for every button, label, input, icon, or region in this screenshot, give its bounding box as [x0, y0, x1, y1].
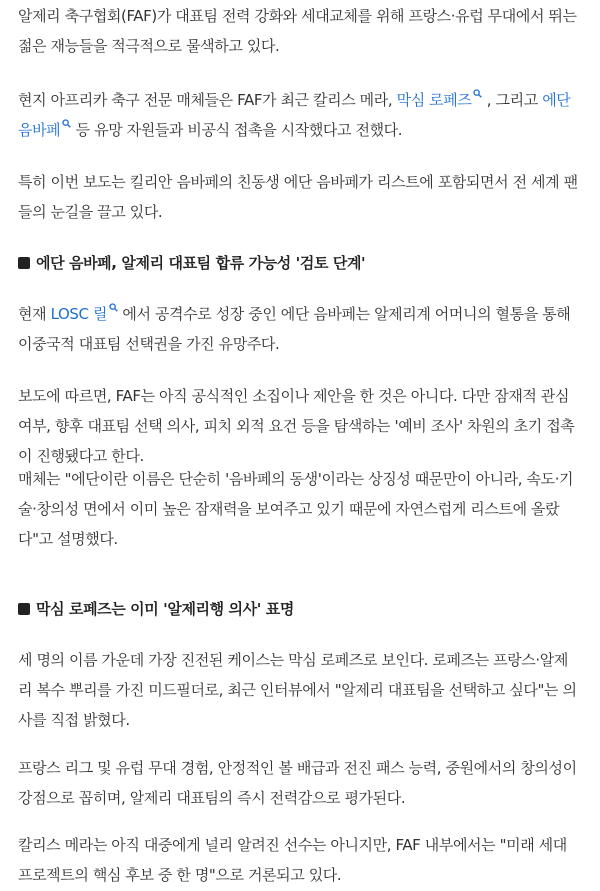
paragraph-7 [18, 645, 577, 735]
section-heading [18, 594, 294, 624]
paragraph-text: 현재 [18, 305, 51, 323]
paragraph-line: 강점으로 꼽히며, 알제리 대표팀의 즉시 전력감으로 평가된다. [18, 789, 406, 807]
search-icon [473, 89, 482, 98]
player-link-ethan-mbappe[interactable] [18, 121, 71, 139]
paragraph-line: 특히 이번 보도는 킬리안 음바페의 친동생 에단 음바페가 리스트에 포함되면서 전 세계 팬 [18, 173, 578, 191]
paragraph-line: 이중국적 대표팀 선택권을 가진 유망주다. [18, 335, 280, 353]
paragraph-8 [18, 753, 577, 813]
paragraph-5 [18, 381, 574, 471]
paragraph-line [18, 115, 570, 145]
player-link-ethan-mbappe[interactable]: 에단 [542, 91, 571, 109]
heading-text: 에단 음바페, 알제리 대표팀 합류 가능성 '검토 단계' [36, 254, 366, 272]
paragraph-6 [18, 464, 573, 554]
paragraph-text: 에서 공격수로 성장 중인 에단 음바페는 알제리계 어머니의 혈통을 통해 [118, 305, 571, 323]
paragraph-line: 들의 눈길을 끌고 있다. [18, 203, 163, 221]
paragraph-line [18, 299, 570, 329]
paragraph-line: 매체는 "에단이란 이름은 단순히 '음바페의 동생'이라는 상징성 때문만이 아니라, 속도·기 [18, 470, 574, 488]
search-icon [62, 119, 71, 128]
paragraph-9 [18, 830, 567, 890]
heading-text: 막심 로페즈는 이미 '알제리행 의사' 표명 [36, 600, 294, 618]
section-heading [18, 248, 365, 278]
paragraph-text: , 그리고 [482, 91, 543, 109]
paragraph-line: 이 진행됐다고 한다. [18, 447, 144, 465]
link-label: 막심 로페즈 [396, 91, 472, 109]
paragraph-line: 세 명의 이름 가운데 가장 진전된 케이스는 막심 로페즈로 보인다. 로페즈는 프랑스·알제 [18, 651, 568, 669]
paragraph-1 [18, 1, 577, 61]
club-link-losc-lille[interactable] [51, 305, 118, 323]
player-link-maxime-lopez[interactable] [397, 91, 483, 109]
paragraph-line: 다"고 설명했다. [18, 530, 118, 548]
paragraph-line: 여부, 향후 대표팀 선택 의사, 피치 외적 요건 등을 탐색하는 '예비 조사' 차원의 초기 접촉 [18, 417, 575, 435]
paragraph-line: 사를 직접 밝혔다. [18, 711, 130, 729]
paragraph-4 [18, 299, 570, 359]
paragraph-line: 보도에 따르면, FAF는 아직 공식적인 소집이나 제안을 한 것은 아니다. 다만 잠재적 관심 [18, 387, 570, 405]
paragraph-line: 프랑스 리그 및 유럽 무대 경험, 안정적인 볼 배급과 전진 패스 능력, 중원에서의 창의성이 [18, 759, 577, 777]
paragraph-line: 프로젝트의 핵심 후보 중 한 명"으로 거론되고 있다. [18, 866, 342, 884]
paragraph-line [18, 85, 570, 115]
link-label: LOSC 릴 [50, 305, 108, 323]
paragraph-3 [18, 167, 578, 227]
paragraph-line: 젊은 재능들을 적극적으로 물색하고 있다. [18, 37, 280, 55]
paragraph-text: 현지 아프리카 축구 전문 매체들은 FAF가 최근 칼리스 메라, [18, 91, 397, 109]
paragraph-line: 리 복수 뿌리를 가진 미드필더로, 최근 인터뷰에서 "알제리 대표팀을 선택하고 싶다"는 의 [18, 681, 577, 699]
paragraph-line: 술·창의성 면에서 이미 높은 잠재력을 보여주고 있기 때문에 자연스럽게 리스트에 올랐 [18, 500, 560, 518]
paragraph-line: 칼리스 메라는 아직 대중에게 널리 알려진 선수는 아니지만, FAF 내부에서는 "미래 세대 [18, 836, 567, 854]
paragraph-text: 등 유망 자원들과 비공식 접촉을 시작했다고 전했다. [71, 121, 403, 139]
link-label: 음바페 [18, 121, 61, 139]
paragraph-2 [18, 85, 570, 145]
square-bullet-icon [18, 603, 30, 615]
square-bullet-icon [18, 257, 30, 269]
search-icon [109, 303, 118, 312]
paragraph-line: 알제리 축구협회(FAF)가 대표팀 전력 강화와 세대교체를 위해 프랑스·유럽 무대에서 뛰는 [18, 7, 577, 25]
